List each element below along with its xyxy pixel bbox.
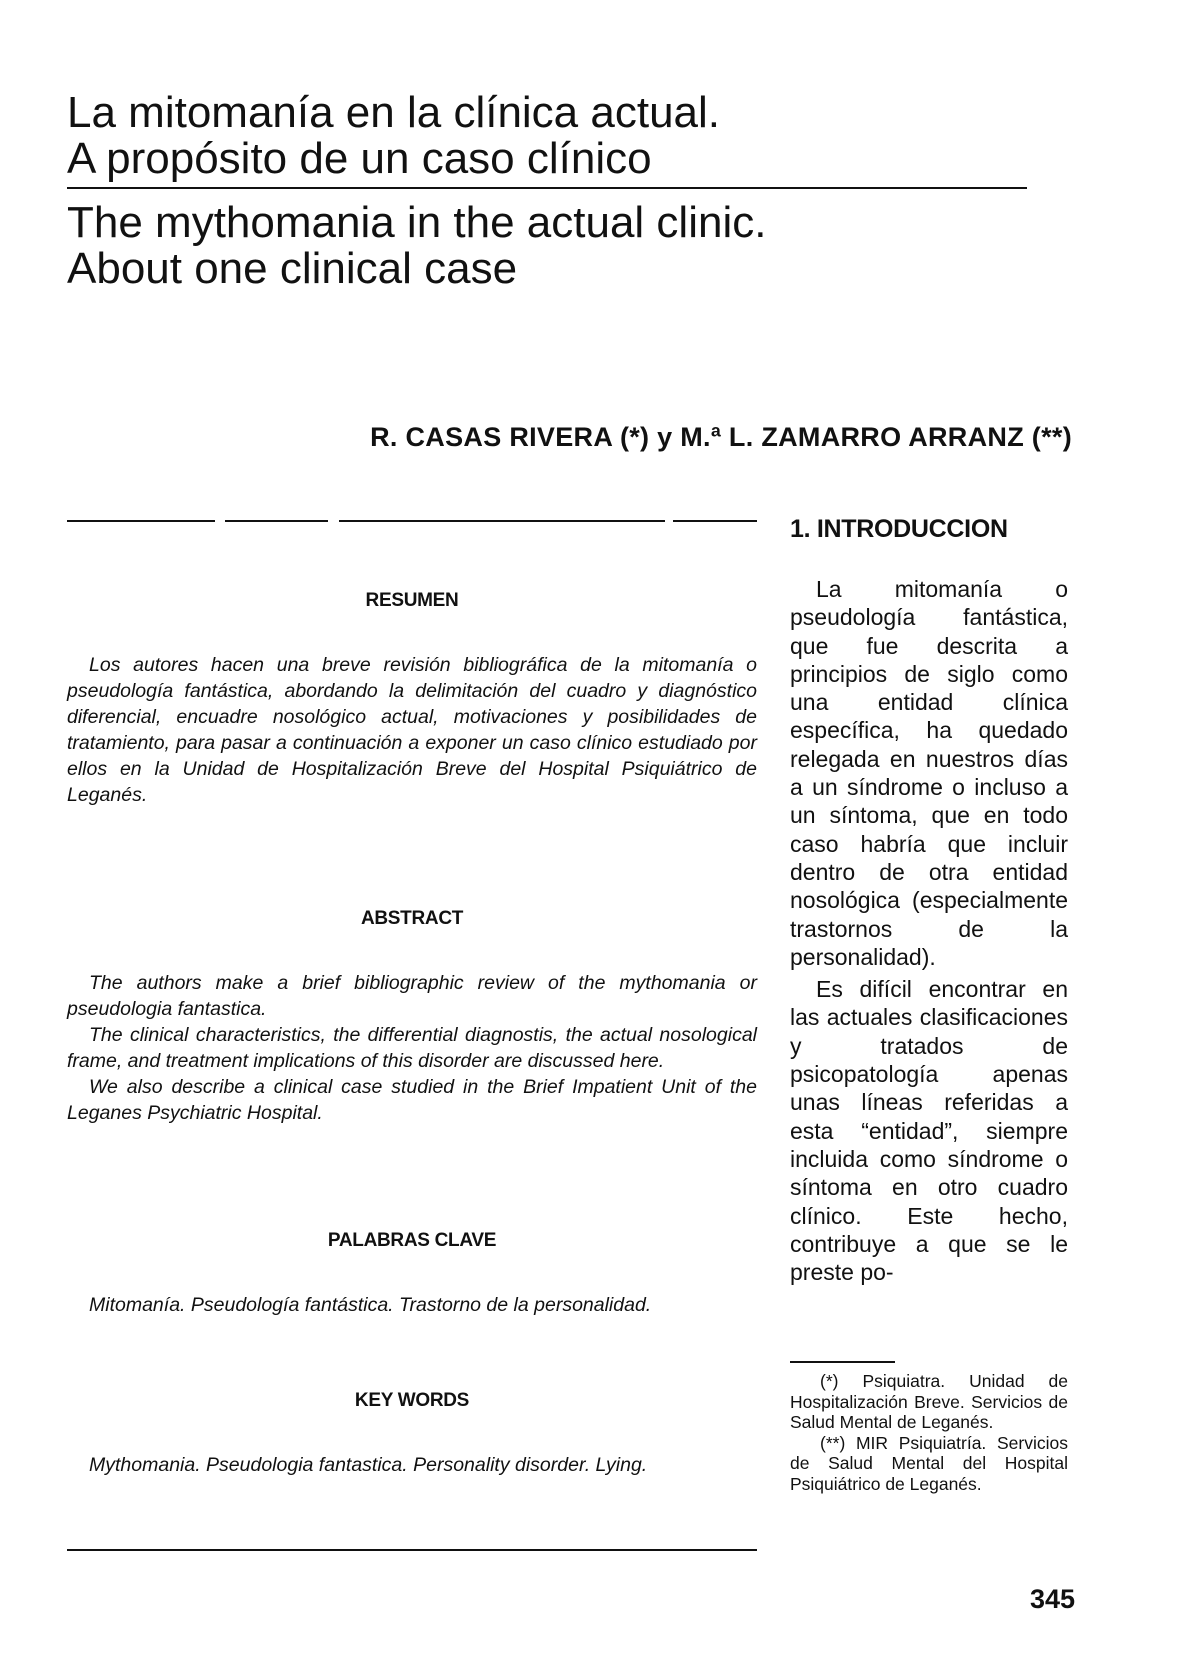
footnote-1: (*) Psiquiatra. Unidad de Hospitalización Breve. Servicios de Salud Mental de Leganés. (790, 1371, 1068, 1432)
body-column (790, 515, 1068, 1494)
footnotes (790, 1371, 1068, 1494)
abstract-bottom-rule (67, 1549, 757, 1551)
title-spanish-line2: A propósito de un caso clínico (67, 134, 652, 183)
title-english (67, 200, 766, 292)
top-rule-segment (339, 520, 665, 522)
introduction-body (790, 575, 1068, 1286)
abstract-heading: ABSTRACT (360, 908, 464, 929)
abstract-paragraph-3: We also describe a clinical case studied in the Brief Impatient Unit of the Leganes Psychiatric Hospital. (67, 1076, 757, 1124)
top-rule-segment (673, 520, 757, 522)
palabras-clave-heading: PALABRAS CLAVE (327, 1230, 497, 1251)
key-words-paragraph: Mythomania. Pseudologia fantastica. Personality disorder. Lying. (89, 1454, 648, 1476)
title-english-line1: The mythomania in the actual clinic. (67, 198, 767, 247)
introduction-paragraph-2: Es difícil encontrar en las actuales clasificaciones y tratados de psicopatología apenas unas líneas referidas a esta “entidad”, siempre incluida como síndrome o síntoma en otro cuadro clínico. Este hecho, contribuye a que se le preste po- (790, 976, 1068, 1286)
abstract-paragraph-1: The authors make a brief bibliographic review of the mythomania or pseudologia fantastica. (67, 972, 757, 1020)
resumen-paragraph: Los autores hacen una breve revisión bibliográfica de la mitomanía o pseudología fantástica, abordando la delimitación del cuadro y diagnóstico diferencial, encuadre nosológico actual, motivaciones y posibilidades de tratamiento, para pasar a continuación a exponer un caso clínico estudiado por ellos en la Unidad de Hospitalización Breve del Hospital Psiquiátrico de Leganés. (67, 654, 757, 806)
key-words-heading: KEY WORDS (354, 1390, 470, 1411)
resumen-heading: RESUMEN (365, 590, 459, 611)
abstract-text (67, 970, 757, 1126)
title-divider (67, 187, 1027, 189)
key-words-text (67, 1452, 757, 1478)
top-rule-segment (225, 520, 328, 522)
top-rule-segment (67, 520, 215, 522)
introduction-paragraph-1: La mitomanía o pseudología fantástica, que fue descrita a principios de siglo como una entidad clínica específica, ha quedado relegada en nuestros días a un síndrome o incluso a un síntoma, que en todo caso habría que incluir dentro de otra entidad nosológica (especialmente trastornos de la personalidad). (790, 576, 1068, 970)
title-spanish-line1: La mitomanía en la clínica actual. (67, 88, 721, 137)
palabras-clave-paragraph: Mitomanía. Pseudología fantástica. Trastorno de la personalidad. (89, 1294, 652, 1316)
title-english-line2: About one clinical case (67, 244, 518, 293)
resumen-text (67, 652, 757, 808)
title-spanish (67, 90, 720, 182)
footnote-rule (790, 1361, 895, 1363)
introduction-heading: 1. INTRODUCCION (790, 515, 1008, 543)
authors-line: R. CASAS RIVERA (*) y M.ª L. ZAMARRO ARRANZ (**) (370, 422, 1072, 452)
page-number: 345 (1029, 1584, 1075, 1614)
abstract-paragraph-2: The clinical characteristics, the differential diagnostis, the actual nosological frame, and treatment implications of this disorder are discussed here. (67, 1024, 757, 1072)
footnote-2: (**) MIR Psiquiatría. Servicios de Salud Mental del Hospital Psiquiátrico de Leganés. (790, 1432, 1068, 1494)
palabras-clave-text (67, 1292, 757, 1318)
